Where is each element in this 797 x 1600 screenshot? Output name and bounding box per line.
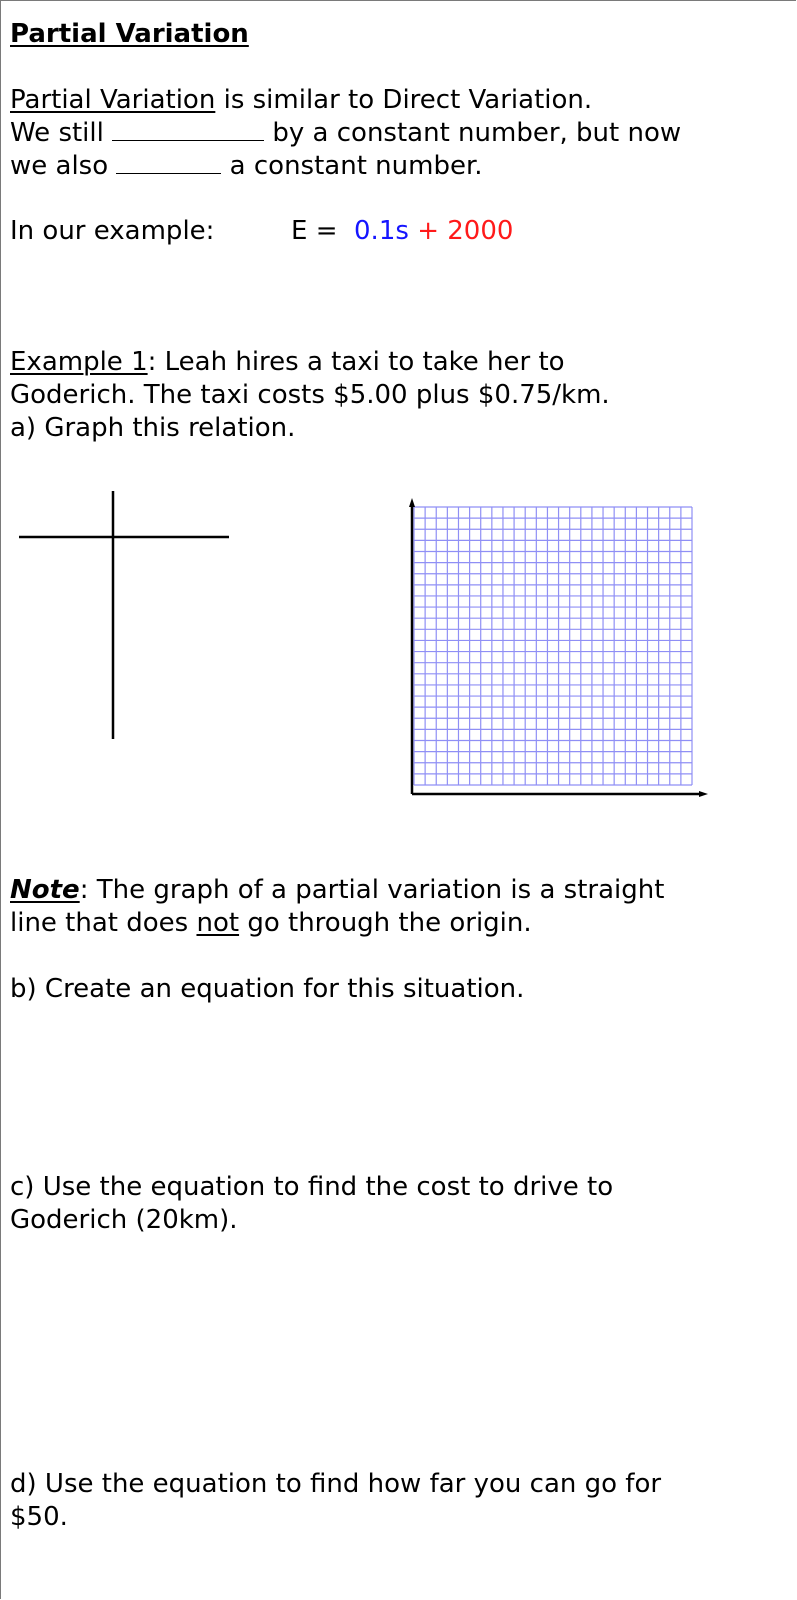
example-equation (291, 215, 513, 248)
equation-variable-term: 0.1s (354, 216, 409, 246)
intro-line-2-start: We still (10, 118, 113, 148)
note-text-2a: line that does (10, 908, 197, 938)
example-1-text-1: : Leah hires a taxi to take her to (147, 347, 565, 377)
intro-line-2 (10, 117, 681, 150)
intro-line-1-text: is similar to Direct Variation. (215, 85, 593, 115)
part-a-question: a) Graph this relation. (10, 413, 296, 443)
equation-lhs: E = (291, 216, 338, 246)
graph-grid[interactable] (405, 497, 711, 803)
part-c-line-2: Goderich (20km). (10, 1205, 238, 1235)
example-1-line-2: Goderich. The taxi costs $5.00 plus $0.75/km. (10, 380, 610, 410)
equation-plus: + (417, 216, 439, 246)
y-axis-arrow (409, 498, 415, 507)
intro-line-3 (10, 150, 483, 183)
intro-line-1 (10, 84, 592, 117)
part-d-line-1: d) Use the equation to find how far you can go for (10, 1469, 662, 1499)
intro-line-3-end: a constant number. (221, 151, 483, 181)
term-partial-variation: Partial Variation (10, 85, 216, 115)
part-d-line-2: $50. (10, 1502, 68, 1532)
note-text-1: : The graph of a partial variation is a straight (79, 875, 665, 905)
note-line-2 (10, 907, 532, 940)
grid-lines (414, 507, 692, 785)
fill-in-blank-1[interactable] (112, 120, 264, 141)
note-emphasis-not: not (196, 908, 240, 938)
t-chart[interactable] (19, 491, 231, 741)
example-1-heading: Example 1 (10, 347, 148, 377)
intro-line-3-start: we also (10, 151, 117, 181)
part-b-question: b) Create an equation for this situation. (10, 974, 525, 1004)
note-label: Note (10, 875, 80, 905)
note-text-2b: go through the origin. (239, 908, 532, 938)
fill-in-blank-2[interactable] (116, 153, 221, 174)
x-axis-arrow (699, 791, 708, 797)
page-title: Partial Variation (10, 19, 249, 49)
equation-constant-term: 2000 (447, 216, 514, 246)
example-1-line-1 (10, 346, 565, 379)
intro-line-2-end: by a constant number, but now (264, 118, 682, 148)
example-equation-label: In our example: (10, 216, 215, 246)
part-c-line-1: c) Use the equation to find the cost to drive to (10, 1172, 614, 1202)
note-line-1 (10, 874, 664, 907)
